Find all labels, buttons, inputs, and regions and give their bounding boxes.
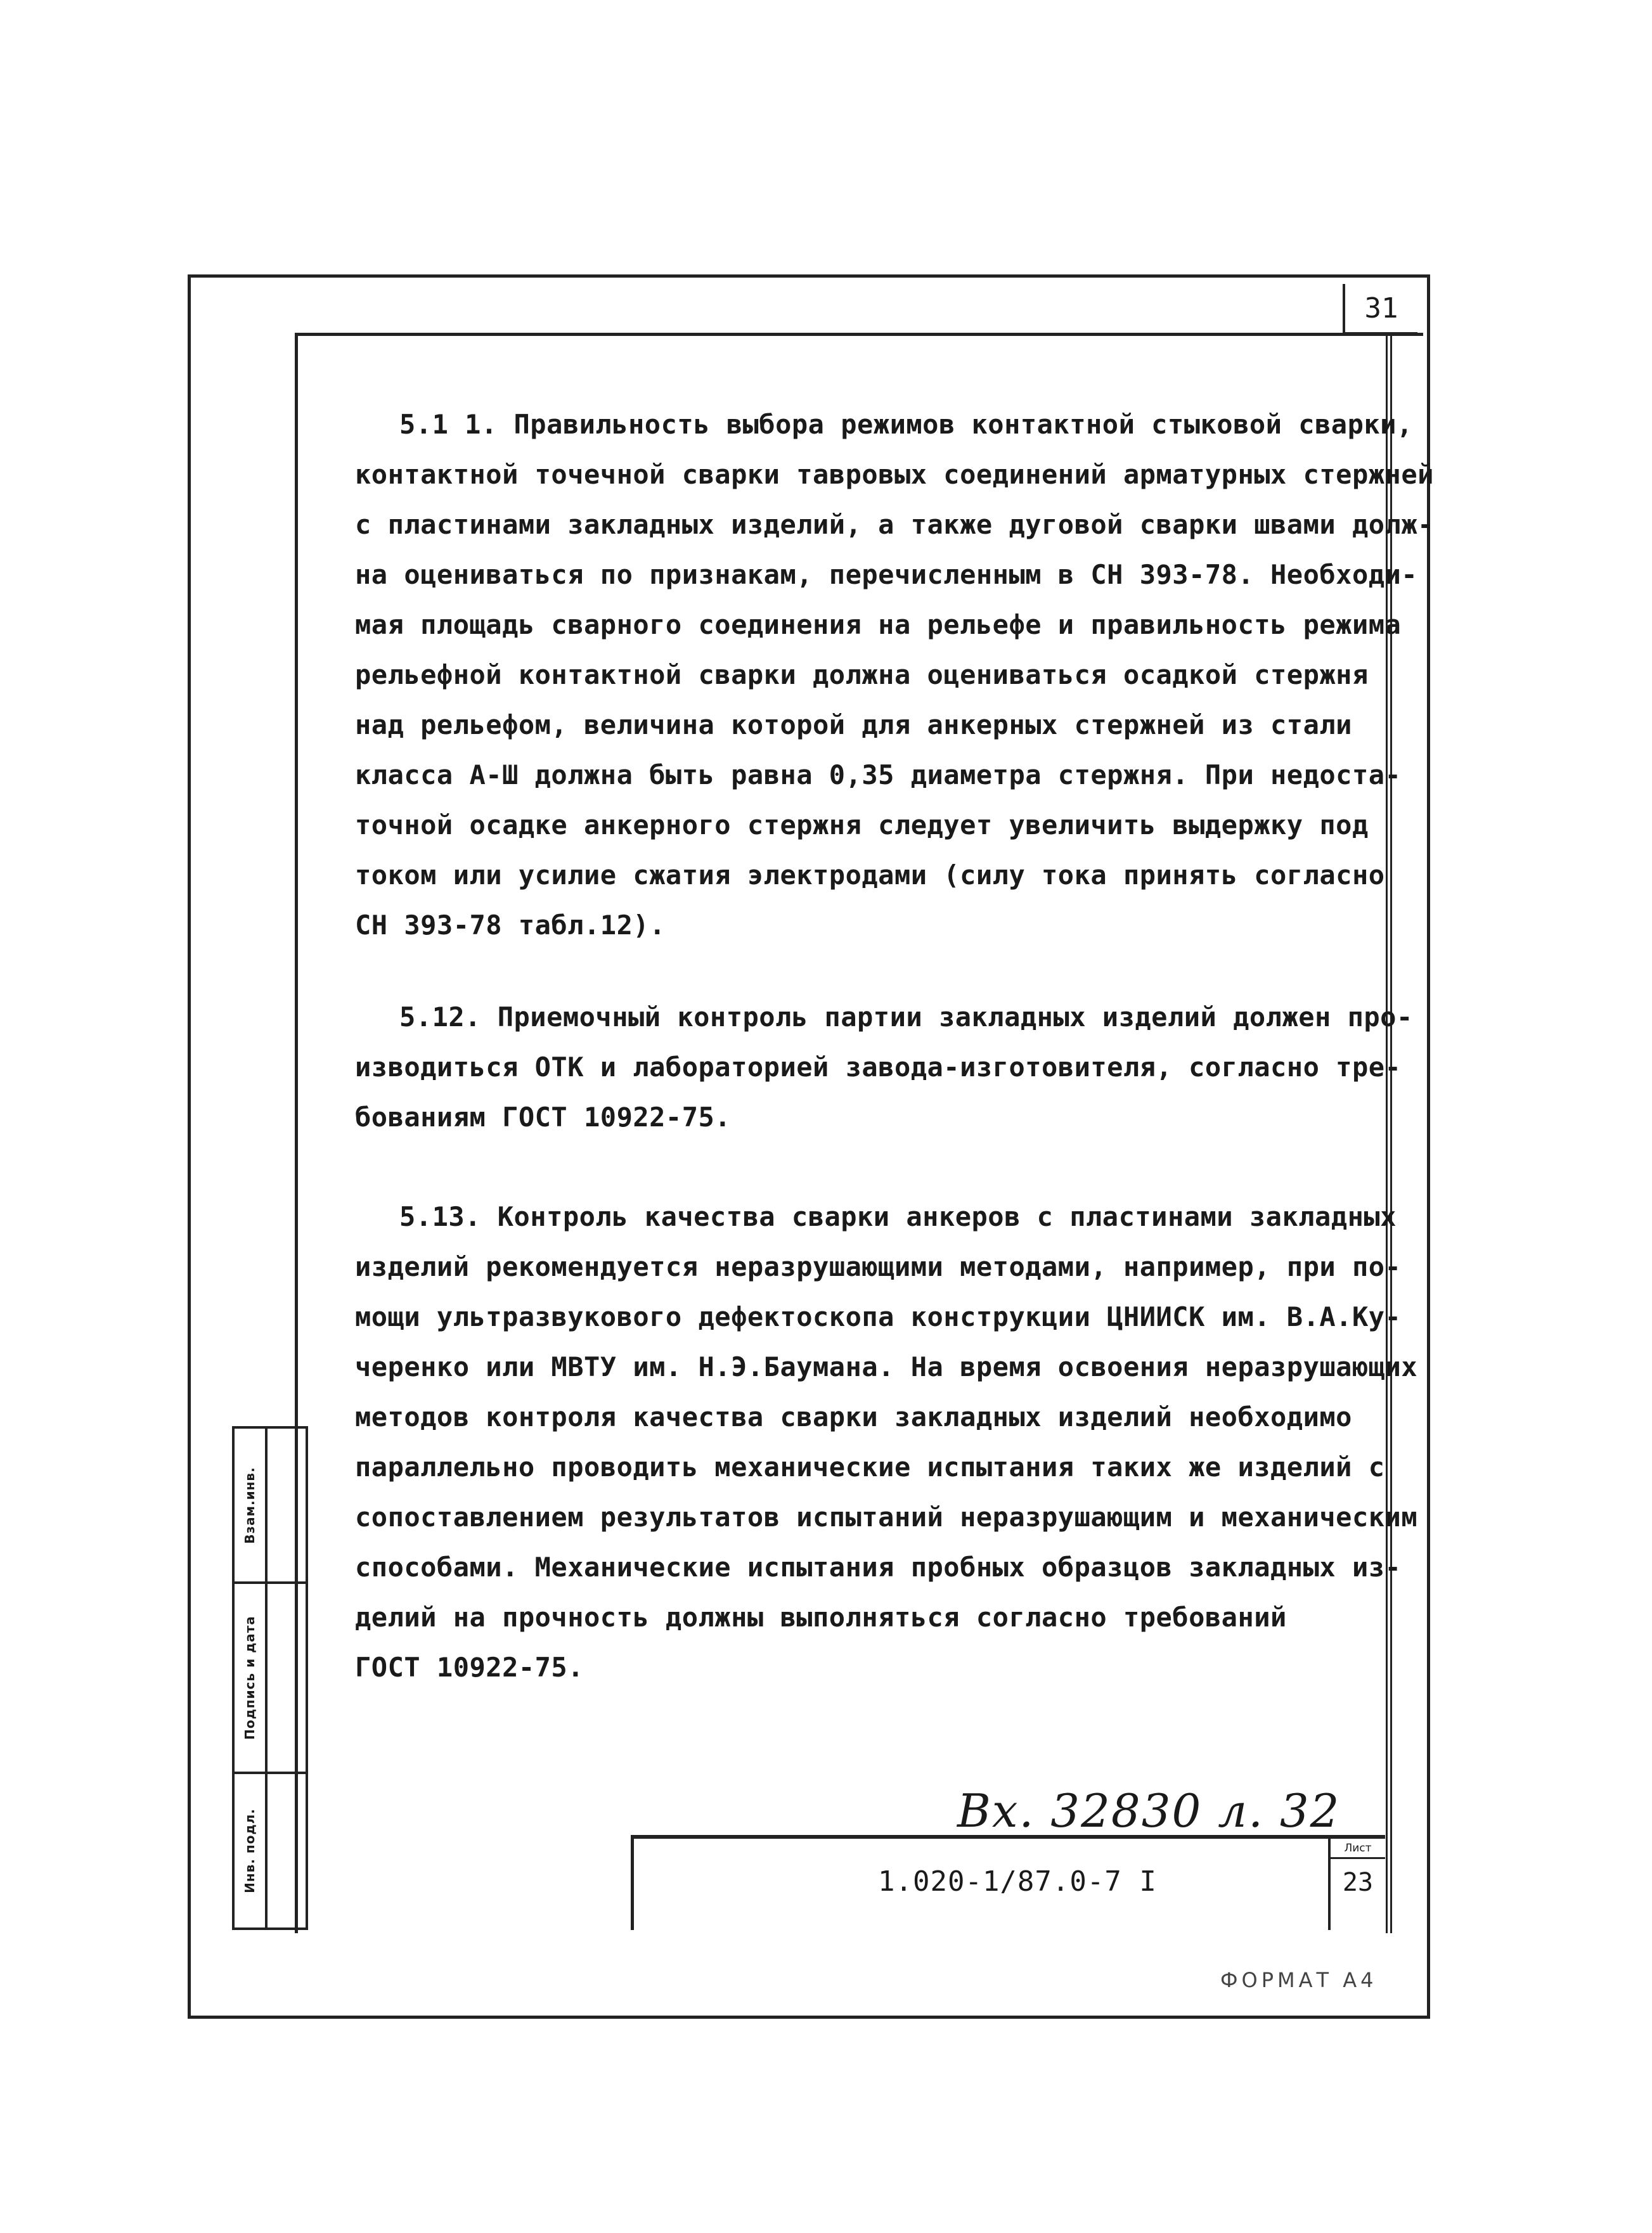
- text-line: мощи ультразвукового дефектоскопа конструкции ЦНИИСК им. В.А.Ку-: [355, 1301, 1402, 1332]
- sheet-cell: [1328, 1838, 1385, 1930]
- title-block: [631, 1835, 1385, 1930]
- text-line: ГОСТ 10922-75.: [355, 1652, 584, 1683]
- text-line: изводиться ОТК и лабораторией завода-изготовителя, согласно тре-: [355, 1052, 1402, 1083]
- stamp-label-text: Подпись и дата: [242, 1616, 257, 1740]
- text-line: 5.13. Контроль качества сварки анкеров с пластинами закладных: [399, 1201, 1397, 1232]
- text-line: делий на прочность должны выполняться согласно требований: [355, 1602, 1287, 1633]
- text-line: методов контроля качества сварки закладных изделий необходимо: [355, 1401, 1352, 1432]
- text-line: на оцениваться по признакам, перечисленным в СН 393-78. Необходи-: [355, 559, 1418, 590]
- text-line: точной осадке анкерного стержня следует увеличить выдержку под: [355, 809, 1369, 840]
- stamp-cell-inventory: [235, 1774, 306, 1927]
- sheet-number: 23: [1342, 1868, 1374, 1897]
- paragraph-5-11: [355, 399, 1434, 950]
- sheet-label: Лист: [1331, 1838, 1385, 1859]
- stamp-label: [235, 1774, 268, 1927]
- paragraph-5-13: [355, 1192, 1418, 1692]
- text-line: 5.12. Приемочный контроль партии закладных изделий должен про-: [399, 1001, 1413, 1033]
- text-line: с пластинами закладных изделий, а также дуговой сварки швами долж-: [355, 509, 1434, 540]
- text-line: способами. Механические испытания пробных образцов закладных из-: [355, 1552, 1402, 1583]
- stamp-label: [235, 1584, 268, 1772]
- text-line: изделий рекомендуется неразрушающими методами, например, при по-: [355, 1251, 1402, 1282]
- text-line: класса А-Ш должна быть равна 0,35 диаметра стержня. При недоста-: [355, 759, 1402, 790]
- document-code: 1.020-1/87.0-7 I: [878, 1865, 1157, 1898]
- stamp-label: [235, 1429, 268, 1581]
- stamp-cell-signature: [235, 1584, 306, 1774]
- stamp-label-text: Инв. подл.: [242, 1808, 257, 1893]
- text-line: 5.1 1. Правильность выбора режимов контактной стыковой сварки,: [399, 409, 1413, 440]
- text-line: СН 393-78 табл.12).: [355, 910, 666, 941]
- stamp-column: [232, 1426, 308, 1930]
- text-line: параллельно проводить механические испытания таких же изделий с: [355, 1451, 1385, 1483]
- text-line: мая площадь сварного соединения на рельефе и правильность режима: [355, 609, 1402, 640]
- text-line: бованиям ГОСТ 10922-75.: [355, 1102, 732, 1133]
- text-line: сопоставлением результатов испытаний неразрушающим и механическим: [355, 1502, 1418, 1533]
- format-label: ФОРМАТ А4: [1220, 1968, 1378, 1992]
- text-line: над рельефом, величина которой для анкерных стержней из стали: [355, 709, 1352, 740]
- page-number: 31: [1343, 284, 1417, 335]
- paragraph-5-12: [355, 992, 1413, 1142]
- stamp-label-text: Взам.инв.: [242, 1466, 257, 1544]
- handwritten-note: Вх. 32830 л. 32: [957, 1784, 1341, 1837]
- text-line: рельефной контактной сварки должна оцениваться осадкой стержня: [355, 659, 1369, 690]
- stamp-cell-replacement: [235, 1429, 306, 1584]
- text-line: контактной точечной сварки тавровых соединений арматурных стержней: [355, 459, 1434, 490]
- text-line: током или усилие сжатия электродами (силу тока принять согласно: [355, 859, 1385, 891]
- text-line: черенко или МВТУ им. Н.Э.Баумана. На время освоения неразрушающих: [355, 1351, 1418, 1382]
